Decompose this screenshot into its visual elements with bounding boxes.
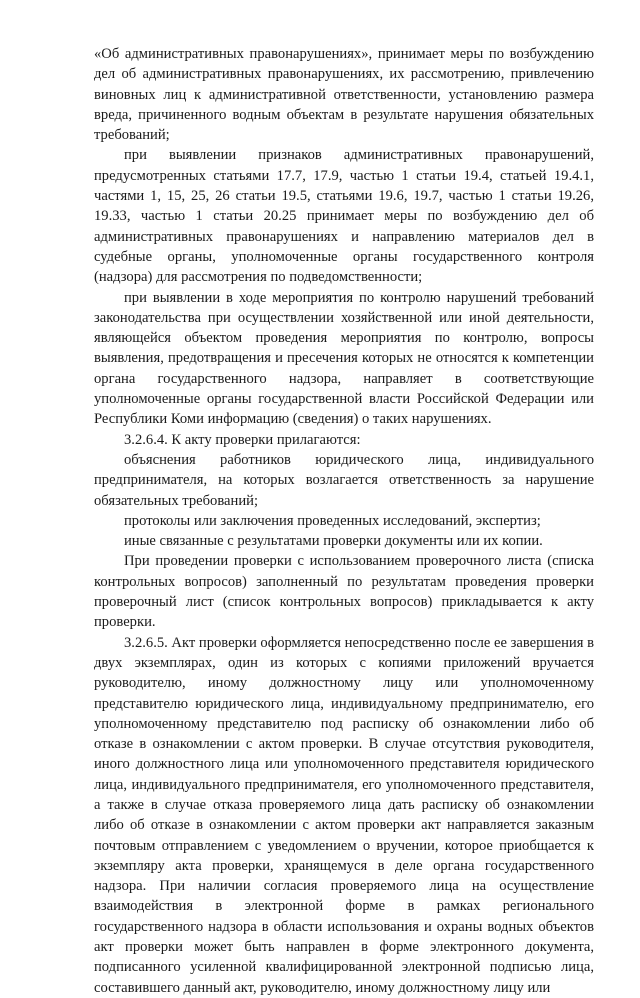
paragraph-checklist: При проведении проверки с использованием проверочного листа (списка контрольных вопросов) заполненный по результатам проведения проверки проверочный лист (список контрольных вопросов) прикладывается к акту проверки. [94,553,594,631]
list-item-explanations: объяснения работников юридического лица, индивидуального предпринимателя, на которых возлагается ответственность за нарушение обязательных требований; [94,451,594,509]
document-body [94,44,594,998]
section-3-2-6-4-heading: 3.2.6.4. К акту проверки прилагаются: [124,431,361,448]
paragraph-administrative-offenses: при выявлении признаков административных правонарушений, предусмотренных статьями 17.7, 17.9, частью 1 статьи 19.4, статьей 19.4.1, частями 1, 15, 25, 26 статьи 19.5, статьями 19.6, 19.7, частью 1 статьи 19.26, 19.33, частью 1 статьи 20.25 принимает меры по возбуждению дел об административных правонарушениях и направлению материалов дел в судебные органы, уполномоченные органы государственного контроля (надзора) для рассмотрения по подведомственности; [94,147,594,286]
list-item-other-documents: иные связанные с результатами проверки документы или их копии. [124,533,543,550]
paragraph-administrative-measures: «Об административных правонарушениях», принимает меры по возбуждению дел об административных правонарушениях, их рассмотрению, привлечению виновных лиц к административной ответственности, установлению размера вреда, причиненного водным объектам в результате нарушения обязательных требований; [94,46,594,144]
list-item-protocols: протоколы или заключения проведенных исследований, экспертиз; [124,512,541,529]
paragraph-violations-reporting: при выявлении в ходе мероприятия по контролю нарушений требований законодательства при осуществлении хозяйственной или иной деятельности, являющейся объектом проведения мероприятия по контролю, вопросы выявления, предотвращения и пресечения которых не относятся к компетенции органа государственного надзора, направляет в соответствующие уполномоченные органы государственной власти Российской Федерации или Республики Коми информацию (сведения) о таких нарушениях. [94,289,594,428]
section-3-2-6-5-paragraph: 3.2.6.5. Акт проверки оформляется непосредственно после ее завершения в двух экземплярах, один из которых с копиями приложений вручается руководителю, иному должностному лицу или уполномоченному представителю юридического лица, индивидуальному предпринимателю, его уполномоченному представителю под расписку об ознакомлении либо об отказе в ознакомлении с актом проверки. В случае отсутствия руководителя, иного должностного лица или уполномоченного представителя юридического лица, индивидуального предпринимателя, его уполномоченного представителя, а также в случае отказа проверяемого лица дать расписку об ознакомлении либо об отказе в ознакомлении с актом проверки акт направляется заказным почтовым отправлением с уведомлением о вручении, которое приобщается к экземпляру акта проверки, хранящемуся в деле органа государственного надзора. При наличии согласия проверяемого лица на осуществление взаимодействия в электронной форме в рамках регионального государственного надзора в области использования и охраны водных объектов акт проверки может быть направлен в форме электронного документа, подписанного усиленной квалифицированной электронной подписью лица, составившего данный акт, руководителю, иному должностному лицу или [94,634,594,996]
